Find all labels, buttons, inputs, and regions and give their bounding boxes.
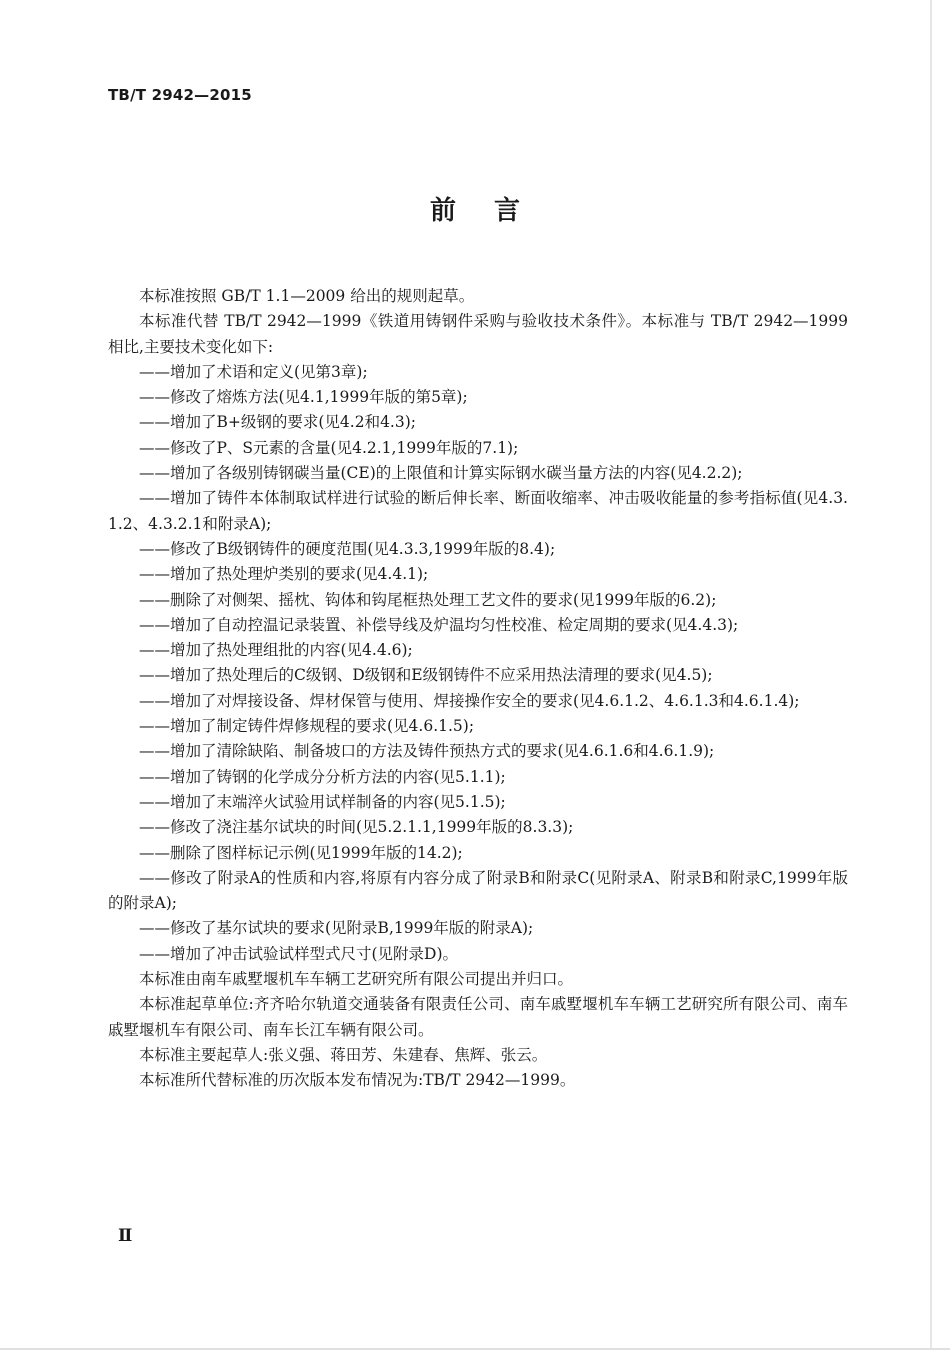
foreword-paragraph: 本标准代替 TB/T 2942—1999《铁道用铸钢件采购与验收技术条件》。本标准与 TB/T 2942—1999 相比,主要技术变化如下: <box>108 312 848 356</box>
foreword-paragraph: ——删除了对侧架、摇枕、钩体和钩尾框热处理工艺文件的要求(见1999年版的6.2); <box>139 590 717 609</box>
foreword-paragraph: ——修改了附录A的性质和内容,将原有内容分成了附录B和附录C(见附录A、附录B和附录C,1999年版的附录A); <box>108 868 848 913</box>
foreword-paragraph: ——增加了铸件本体制取试样进行试验的断后伸长率、断面收缩率、冲击吸收能量的参考指标值(见4.3.1.2、4.3.2.1和附录A); <box>108 489 848 533</box>
foreword-paragraph: ——删除了图样标记示例(见1999年版的14.2); <box>139 843 463 862</box>
foreword-paragraph: ——修改了基尔试块的要求(见附录B,1999年版的附录A); <box>139 919 534 938</box>
foreword-paragraph: ——增加了术语和定义(见第3章); <box>139 362 368 381</box>
foreword-paragraph: ——增加了制定铸件焊修规程的要求(见4.6.1.5); <box>139 717 475 736</box>
foreword-paragraph: 本标准由南车戚墅堰机车车辆工艺研究所有限公司提出并归口。 <box>139 970 574 989</box>
foreword-body <box>108 284 848 1094</box>
foreword-paragraph: ——增加了清除缺陷、制备坡口的方法及铸件预热方式的要求(见4.6.1.6和4.6.1.9); <box>139 742 715 761</box>
page-title: 前言 <box>429 196 558 226</box>
foreword-paragraph: ——增加了热处理组批的内容(见4.4.6); <box>139 641 413 660</box>
foreword-paragraph: ——修改了浇注基尔试块的时间(见5.2.1.1,1999年版的8.3.3); <box>139 818 574 837</box>
foreword-paragraph: ——增加了铸钢的化学成分分析方法的内容(见5.1.1); <box>139 767 506 786</box>
foreword-paragraph: ——修改了B级钢铸件的硬度范围(见4.3.3,1999年版的8.4); <box>139 539 556 558</box>
foreword-paragraph: 本标准所代替标准的历次版本发布情况为:TB/T 2942—1999。 <box>139 1071 576 1090</box>
foreword-paragraph: 本标准主要起草人:张义强、蒋田芳、朱建春、焦辉、张云。 <box>139 1045 548 1064</box>
standard-code-header: TB/T 2942—2015 <box>108 86 252 104</box>
foreword-paragraph: ——修改了熔炼方法(见4.1,1999年版的第5章); <box>139 388 468 407</box>
foreword-paragraph: ——增加了冲击试验试样型式尺寸(见附录D)。 <box>139 944 459 963</box>
foreword-paragraph: ——增加了各级别铸钢碳当量(CE)的上限值和计算实际钢水碳当量方法的内容(见4.2.2); <box>139 464 743 483</box>
page-number: Ⅱ <box>118 1226 133 1246</box>
foreword-paragraph: ——增加了热处理后的C级钢、D级钢和E级钢铸件不应采用热法清理的要求(见4.5); <box>139 666 713 685</box>
foreword-paragraph: 本标准起草单位:齐齐哈尔轨道交通装备有限责任公司、南车戚墅堰机车车辆工艺研究所有限公司、南车戚墅堰机车有限公司、南车长江车辆有限公司。 <box>108 995 848 1039</box>
foreword-paragraph: ——增加了对焊接设备、焊材保管与使用、焊接操作安全的要求(见4.6.1.2、4.6.1.3和4.6.1.4); <box>139 691 800 710</box>
foreword-paragraph: ——修改了P、S元素的含量(见4.2.1,1999年版的7.1); <box>139 438 519 457</box>
foreword-paragraph: ——增加了自动控温记录装置、补偿导线及炉温均匀性校准、检定周期的要求(见4.4.3); <box>139 615 739 634</box>
foreword-paragraph: ——增加了末端淬火试验用试样制备的内容(见5.1.5); <box>139 792 506 811</box>
foreword-paragraph: ——增加了B+级钢的要求(见4.2和4.3); <box>139 413 416 432</box>
foreword-paragraph: ——增加了热处理炉类别的要求(见4.4.1); <box>139 565 429 584</box>
foreword-paragraph: 本标准按照 GB/T 1.1—2009 给出的规则起草。 <box>139 287 475 305</box>
